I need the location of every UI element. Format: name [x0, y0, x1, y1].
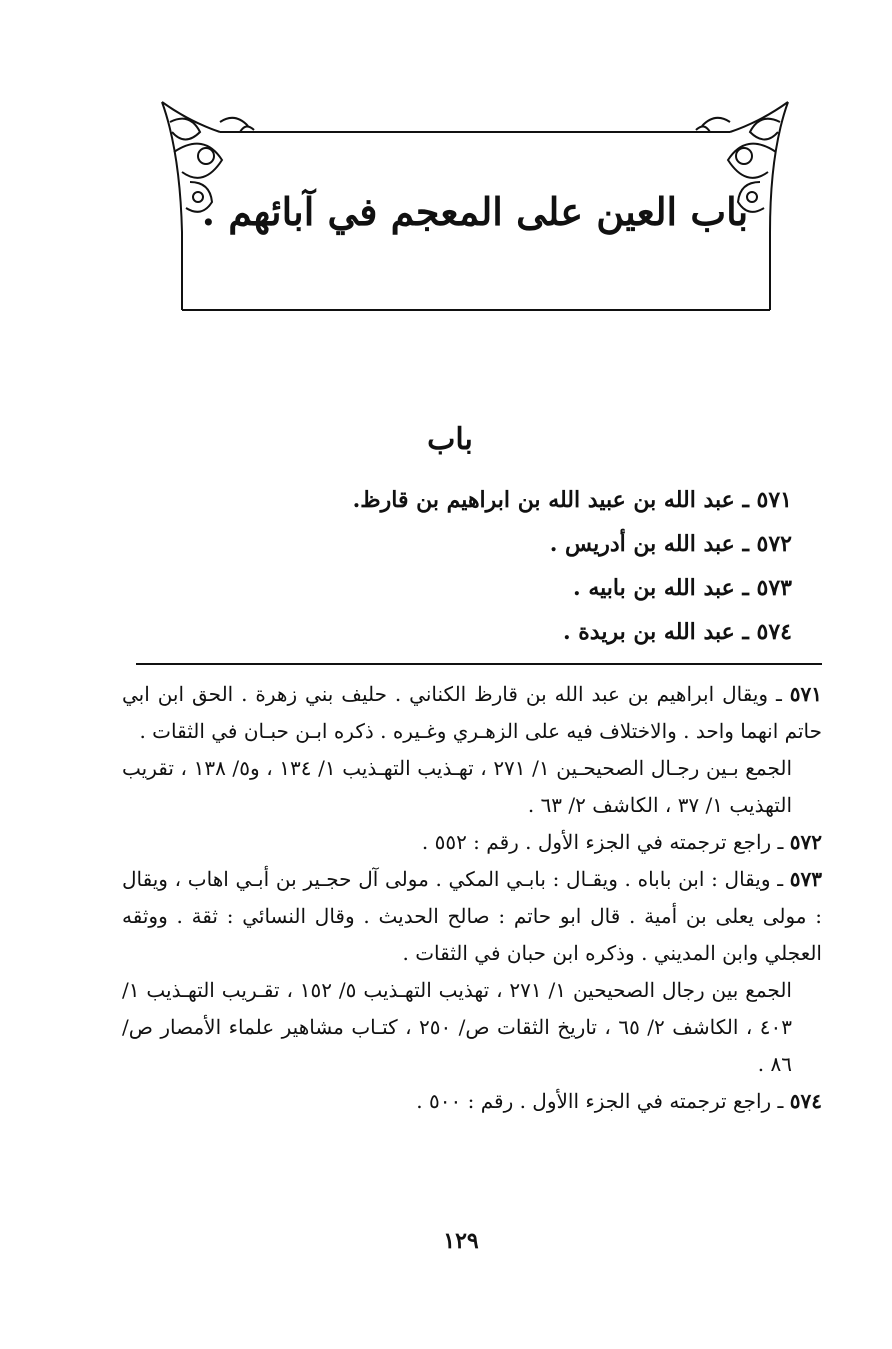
footnote-574: [122, 1083, 822, 1120]
list-item: ٥٧٣ ـ عبد الله بن بابيه .: [573, 575, 792, 601]
footnote-number: ٥٧٣: [789, 867, 823, 891]
list-item: ٥٧٢ ـ عبد الله بن أدريس .: [549, 531, 792, 557]
footnote-571: [122, 676, 822, 750]
footnote-number: ٥٧١: [789, 682, 822, 706]
footnote-divider: [136, 663, 822, 665]
footnote-572: [122, 824, 822, 861]
page-number: ١٢٩: [443, 1228, 479, 1254]
footnote-text: ـ راجع ترجمته في الجزء االأول . رقم : ٥٠٠ .: [416, 1089, 784, 1113]
entry-list: [232, 478, 792, 654]
footnotes: [122, 676, 822, 1120]
footnote-text: ـ راجع ترجمته في الجزء الأول . رقم : ٥٥٢ .: [421, 830, 784, 854]
footnote-references: الجمع بـين رجـال الصحيحـين ١/ ٢٧١ ، تهـذيب التهـذيب ١/ ١٣٤ ، و٥/ ١٣٨ ، تقريب التهذيب ١/ ٣٧ ، الكاشف ٢/ ٦٣ .: [122, 756, 793, 817]
footnote-573: [122, 861, 822, 972]
list-item: ٥٧١ ـ عبد الله بن عبيد الله بن ابراهيم بن قارظ.: [352, 487, 792, 513]
footnote-references: الجمع بين رجال الصحيحين ١/ ٢٧١ ، تهذيب التهـذيب ٥/ ١٥٢ ، تقـريب التهـذيب ١/ ٤٠٣ ، الكاشف ٢/ ٦٥ ، تاريخ الثقات ص/ ٢٥٠ ، كتـاب مشاهير علماء الأمصار ص/ ٨٦ .: [122, 978, 793, 1076]
list-item: ٥٧٤ ـ عبد الله بن بريدة .: [562, 619, 792, 645]
footnote-text: ـ ويقال : ابن باباه . ويقـال : بابـي المكي . مولى آل حجـير بن أبـي اهاب ، ويقال : مولى يعلى بن أمية . قال ابو حاتم : صالح الحديث . وقال النسائي : ثقة . ووثقه العجلي وابن المديني . وذكره ابن حبان في الثقات .: [122, 867, 822, 965]
section-title: باب: [427, 422, 473, 457]
chapter-title: باب العين على المعجم في آبائهم .: [201, 189, 749, 234]
footnote-number: ٥٧٢: [789, 830, 822, 854]
footnote-text: ـ ويقال ابراهيم بن عبد الله بن قارظ الكناني . حليف بني زهرة . الحق ابن ابي حاتم انهما واحد . والاختلاف فيه على الزهـري وغـيره . ذكره ابـن حبـان في الثقات .: [122, 682, 822, 743]
footnote-number: ٥٧٤: [789, 1089, 822, 1113]
